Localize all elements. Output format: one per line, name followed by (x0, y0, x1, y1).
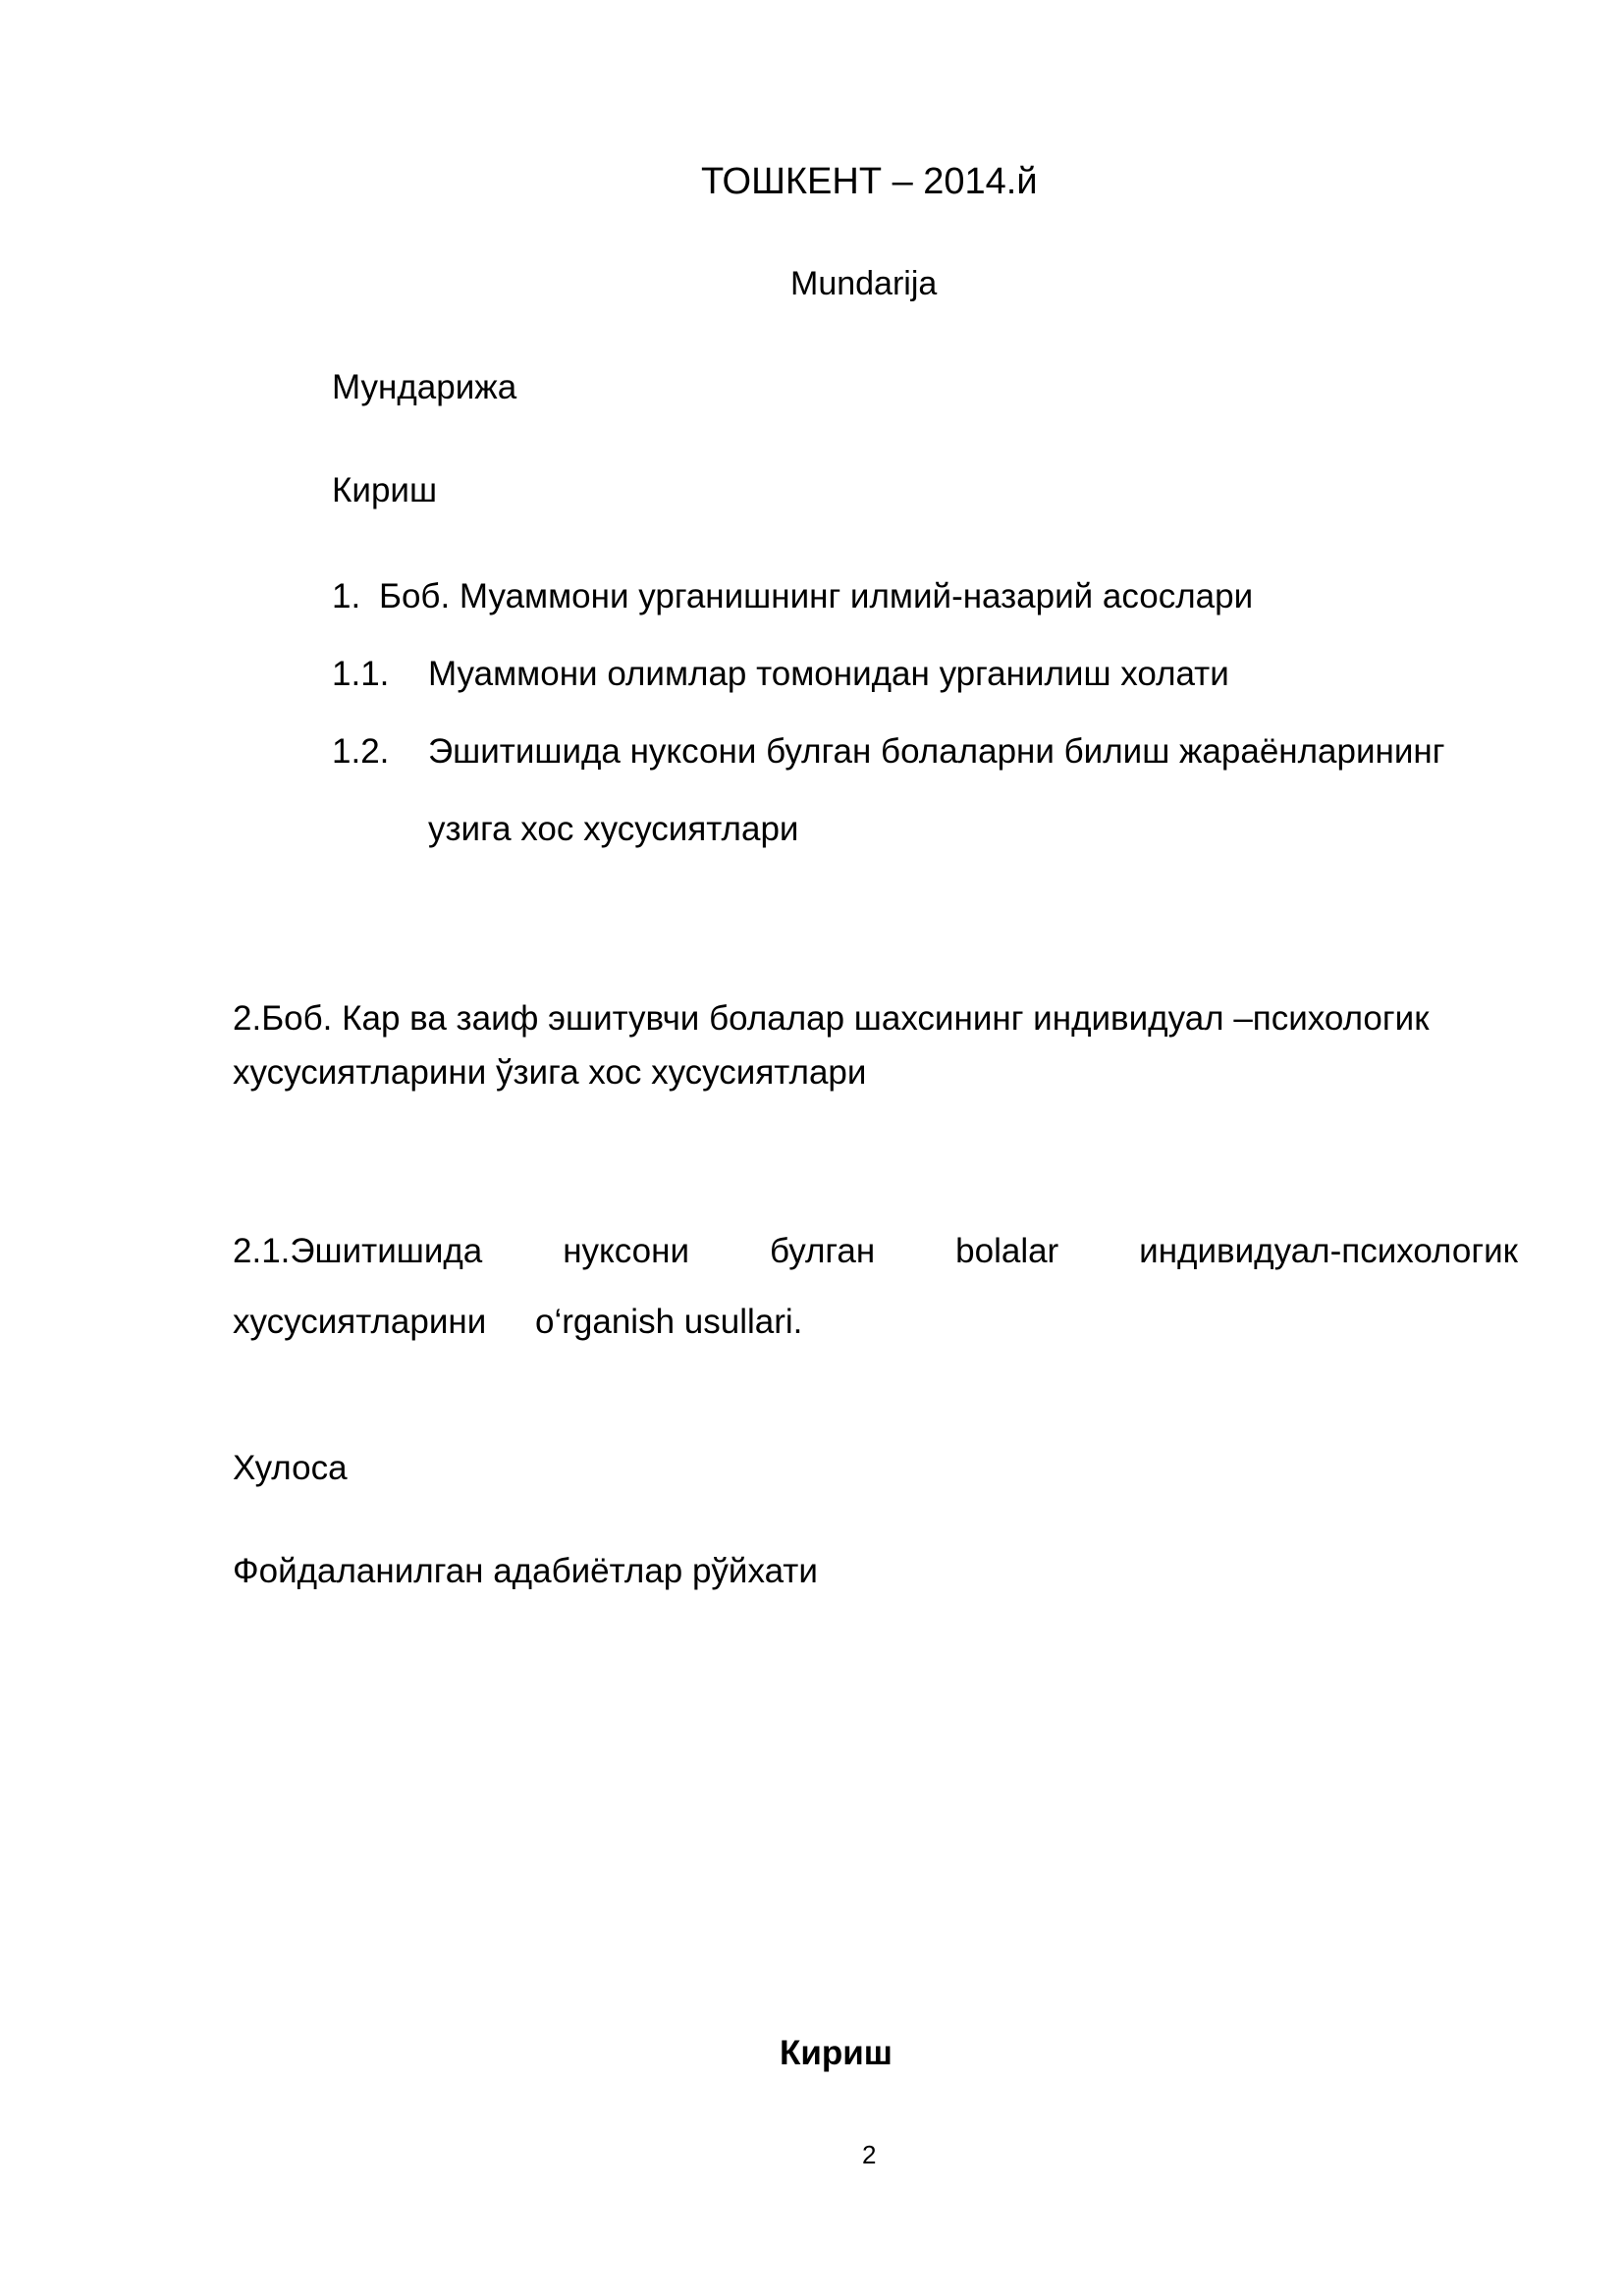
contents-title: Мундарижа (332, 368, 517, 406)
page-number: 2 (862, 2140, 877, 2169)
toc-section-1-2-title-line2: узига хос хусусиятлари (428, 810, 799, 848)
toc-section-2-1-word: нуксони (563, 1232, 689, 1270)
toc-section-1-1-title: Муаммони олимлар томонидан урганилиш холати (428, 655, 1229, 693)
toc-section-2-1-title-line1 (233, 1234, 1518, 1268)
toc-item-references: Фойдаланилган адабиётлар рўйхати (233, 1552, 818, 1590)
toc-section-1-2-title-line1: Эшитишида нуксони булган болаларни билиш жараёнларининг (428, 732, 1445, 771)
toc-item-conclusion: Хулоса (233, 1449, 348, 1487)
toc-chapter-1-title: Боб. Муаммони урганишнинг илмий-назарий асослари (379, 577, 1254, 615)
introduction-heading: Кириш (780, 2034, 893, 2072)
toc-chapter-2-title-line1: 2.Боб. Кар ва заиф эшитувчи болалар шахсининг индивидуал –психологик (233, 999, 1430, 1038)
toc-chapter-1-number: 1. (332, 577, 361, 615)
toc-section-2-1-word: булган (769, 1232, 876, 1270)
contents-title-latin: Mundarija (790, 265, 938, 302)
toc-section-2-1-word: bolalar (955, 1232, 1059, 1270)
toc-section-2-1-word: 2.1.Эшитишида (233, 1232, 483, 1270)
toc-section-1-2-number: 1.2. (332, 732, 390, 771)
toc-chapter-2-title-line2: хусусиятларини ўзига хос хусусиятлари (233, 1053, 867, 1092)
toc-section-1-1-number: 1.1. (332, 655, 390, 693)
toc-section-2-1-title-line2a: хусусиятларини (233, 1303, 487, 1341)
toc-item-introduction: Кириш (332, 471, 438, 509)
toc-section-2-1-title-line2b: o‘rganish usullari. (535, 1303, 803, 1341)
city-year-heading: ТОШКЕНТ – 2014.й (701, 161, 1038, 202)
toc-section-2-1-word: индивидуал-психологик (1139, 1232, 1518, 1270)
